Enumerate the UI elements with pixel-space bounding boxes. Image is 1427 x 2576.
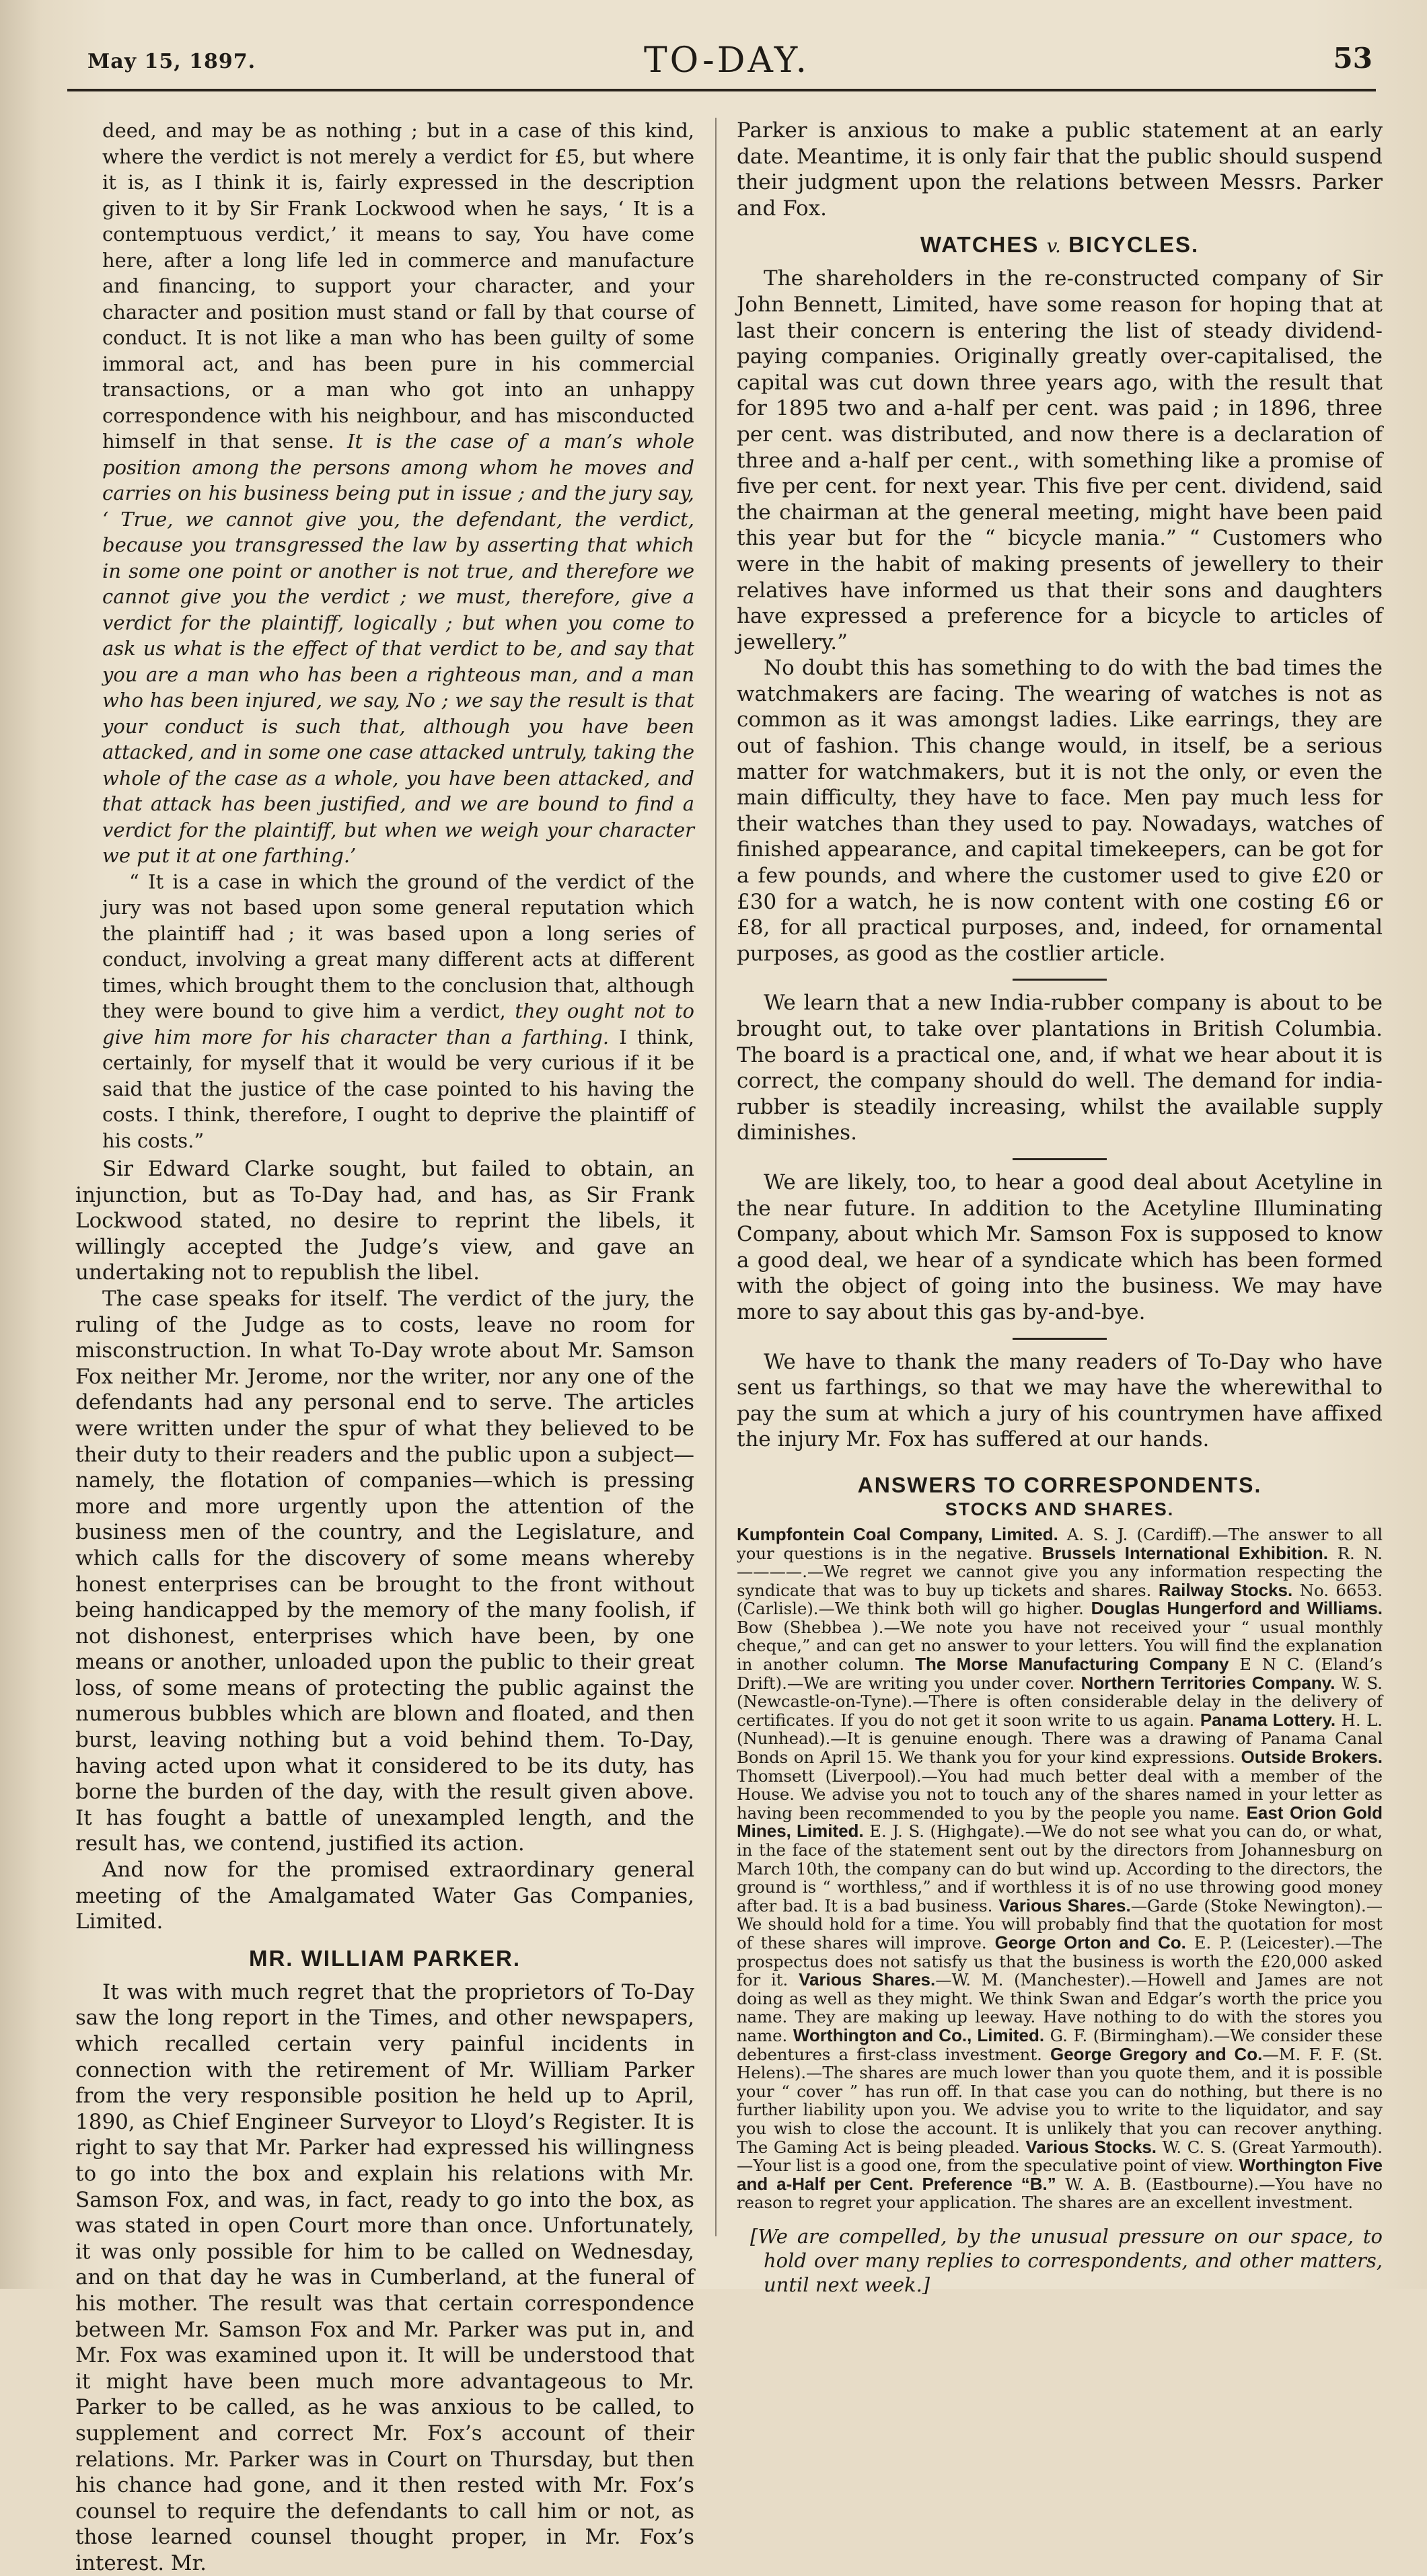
- answer-subject: Douglas Hungerford and Williams.: [1091, 1598, 1383, 1619]
- acetyline-paragraph: We are likely, too, to hear a good deal about Acetyline in the near future. In addition to the Acetyline Illuminating Company, about which Mr. Samson Fox is supposed to know a good deal, we hear of a syndicate which has been formed with the object of going into the business. We may have more to say about this gas by-and-bye.: [737, 1170, 1383, 1324]
- left-column: [75, 118, 694, 2576]
- page-number: 53: [1333, 42, 1373, 75]
- parker-paragraph: It was with much regret that the proprietors of To-Day saw the long report in the Times, and other newspapers, which recalled certain very painful incidents in connection with the retirement of Mr. William Parker from the very responsible position he held up to April, 1890, as Chief Engineer Surveyor to Lloyd’s Register. It is right to say that Mr. Parker had expressed his willingness to go into the box and explain his relations with Mr. Samson Fox, and was, in fact, ready to go into the box, as was stated in open Court more than once. Unfortunately, it was only possible for him to be called on Wednesday, and on that day he was in Cumberland, at the funeral of his mother. The result was that certain correspondence between Mr. Samson Fox and Mr. Parker was put in, and Mr. Fox was examined upon it. It will be understood that it might have been much more advantageous to Mr. Parker to be called, as he was anxious to be called, to supplement and correct Mr. Fox’s account of their relations. Mr. Parker was in Court on Thursday, but then his chance had gone, and it then rested with Mr. Fox’s counsel to require the defendants to call him or not, as those learned counsel thought proper, in Mr. Fox’s interest. Mr.: [75, 1979, 694, 2575]
- answer-subject: Various Stocks.: [1025, 2136, 1157, 2157]
- masthead-title: TO-DAY.: [643, 40, 810, 81]
- answer-subject: Northern Territories Company.: [1081, 1672, 1335, 1693]
- heading-william-parker: MR. WILLIAM PARKER.: [248, 1945, 521, 1971]
- page-header: [81, 35, 1373, 96]
- answer-text: R. N. ————.—We regret we cannot give you any information respecting the syndicate that was to buy up tickets and shares.: [737, 1543, 1383, 1600]
- answer-subject: Brussels International Exhibition.: [1041, 1542, 1328, 1563]
- answer-subject: Worthington and Co., Limited.: [793, 2024, 1045, 2045]
- column-divider: [715, 118, 717, 2236]
- editor-note: [We are compelled, by the unusual pressure on our space, to hold over many replies to correspondents, and other matters, until next week.]: [750, 2224, 1383, 2296]
- answer-subject: Outside Brokers.: [1241, 1747, 1383, 1768]
- watches-paragraph-2: No doubt this has something to do with the bad times the watchmakers are facing. The wearing of watches is not as common as it was amongst ladies. Like earrings, they are out of fashion. This change would, in itself, be a serious matter for watchmakers, but it is not the only, or even the main difficulty, they have to face. Men pay much less for their watches than they used to pay. Nowadays, watches of finished appearance, and capital timekeepers, can be got for a few pounds, and where the customer used to give £20 or £30 for a watch, he is now content with one costing £6 or £8, for all practical purposes, and, indeed, for ornamental purposes, as good as the costlier article.: [737, 656, 1383, 966]
- meeting-paragraph: And now for the promised extraordinary general meeting of the Amalgamated Water Gas Companies, Limited.: [75, 1858, 694, 1934]
- answer-text: No. 6653. (Carlisle).—We think both will go higher.: [737, 1580, 1383, 1619]
- answer-text: Bow (Shebbea ).—We note you have not received your “ usual monthly cheque,” and can get no answer to your letters. You will find the explanation in another column.: [737, 1617, 1383, 1675]
- answer-text: W. A. B. (Eastbourne).—You have no reason to regret your application. The shares are an excellent investment.: [737, 2174, 1383, 2213]
- answer-subject: Railway Stocks.: [1158, 1579, 1293, 1600]
- answer-subject: George Orton and Co.: [994, 1932, 1186, 1953]
- answer-text: G. F. (Birmingham).—We consider these debentures a first-class investment.: [737, 2025, 1383, 2064]
- quote-paragraph-2: “ It is a case in which the ground of the verdict of the jury was not based upon some general reputation which the plaintiff had ; it was based upon a long series of conduct, involving a great many different acts at different times, which brought them to the conclusion that, although they were bound to give him a verdict, they ought not to give him more for his character than a farthing. I think, certainly, for myself that it would be very curious if it be said that the justice of the case pointed to his having the costs. I think, therefore, I ought to deprive the plaintiff of his costs.”: [102, 870, 695, 1152]
- section-rule: [1013, 979, 1107, 981]
- answer-text: A. S. J. (Cardiff).—The answer to all your questions is in the negative.: [737, 1524, 1383, 1563]
- answer-text: Thomsett (Liverpool).—You had much better deal with a member of the House. We advise you not to touch any of the shares named in your letter as having been recommended to you by the people you name.: [737, 1766, 1383, 1823]
- answers-block: [737, 1525, 1383, 2212]
- answer-text: E N C. (Eland’s Drift).—We are writing you under cover.: [737, 1655, 1383, 1693]
- answer-text: W. S. (Newcastle-on-Tyne).—There is often considerable delay in the delivery of certificates. If you do not get it soon write to us again.: [737, 1673, 1383, 1730]
- answer-subject: East Orion Gold Mines, Limited.: [737, 1802, 1383, 1842]
- answer-text: E. P. (Leicester).—The prospectus does not satisfy us that the business is worth the £20,000 asked for it.: [737, 1932, 1383, 1990]
- answer-text: E. J. S. (Highgate).—We do not see what you can do, or what, in the face of the statement sent out by the directors from Johannesburg on March 10th, the company can do but wind up. According to the directors, the ground is “ worthless,” and if worthless it is of no use throwing good money after bad. It is a bad business.: [737, 1821, 1383, 1916]
- section-rule: [1013, 1158, 1107, 1160]
- rubber-paragraph: We learn that a new India-rubber company is about to be brought out, to take over plantations in British Columbia. The board is a practical one, and, if what we hear about it is correct, the company should do well. The demand for india-rubber is steadily increasing, whilst the available supply diminishes.: [737, 991, 1383, 1145]
- section-rule: [1013, 1338, 1107, 1340]
- heading-watches-bicycles: WATCHES v. BICYCLES.: [920, 232, 1200, 258]
- answer-text: —M. F. F. (St. Helens).—The shares are much lower than you quote them, and it is possible your “ cover ” has run off. In that case you can do nothing, but there is no further liability upon you. We advise you to write to the liquidator, and say you wish to close the account. It is unlikely that you can recover anything. The Gaming Act is being pleaded.: [737, 2044, 1383, 2157]
- injunction-paragraph: Sir Edward Clarke sought, but failed to obtain, an injunction, but as To-Day had, and has, as Sir Frank Lockwood stated, no desire to reprint the libels, it willingly accepted the Judge’s view, and gave an undertaking not to republish the libel.: [75, 1157, 694, 1285]
- answer-text: —W. M. (Manchester).—Howell and James are not doing as well as they might. We think Swan and Edgar’s worth the price you name. They are making up leeway. Have nothing to do with the stores you name.: [737, 1970, 1383, 2045]
- heading-answers: ANSWERS TO CORRESPONDENTS.: [857, 1472, 1262, 1497]
- answer-subject: Kumpfontein Coal Company, Limited.: [737, 1523, 1058, 1544]
- answer-text: —Garde (Stoke Newington).—We should hold for a time. You will probably find that the quotation for most of these shares will improve.: [737, 1895, 1383, 1953]
- answer-subject: Various Shares.: [799, 1969, 936, 1990]
- issue-date: May 15, 1897.: [87, 50, 256, 73]
- answer-text: H. L. (Nunhead).—It is genuine enough. There was a drawing of Panama Canal Bonds on April 15. We thank you for your kind expressions.: [737, 1710, 1383, 1768]
- answer-subject: Worthington Five and a-Half per Cent. Preference “B.”: [737, 2155, 1383, 2194]
- watches-paragraph-1: The shareholders in the re-constructed company of Sir John Bennett, Limited, have some reason for hoping that at last their concern is entering the list of steady dividend-paying companies. Originally greatly over-capitalised, the capital was cut down three years ago, with the result that for 1895 two and a-half per cent. was paid ; in 1896, three per cent. was distributed, and now there is a declaration of three and a-half per cent., with something like a promise of five per cent. for next year. This five per cent. dividend, said the chairman at the general meeting, might have been paid this year but for the “ bicycle mania.” “ Customers who were in the habit of making presents of jewellery to their relatives have informed us that their sons and daughters have expressed a preference for a bicycle to articles of jewellery.”: [737, 266, 1383, 654]
- answer-subject: George Gregory and Co.: [1050, 2043, 1263, 2064]
- answer-subject: The Morse Manufacturing Company: [915, 1654, 1229, 1675]
- answer-subject: Panama Lottery.: [1200, 1709, 1336, 1730]
- farthings-paragraph: We have to thank the many readers of To-Day who have sent us farthings, so that we may have the wherewithal to pay the sum at which a jury of his countrymen have affixed the injury Mr. Fox has suffered at our hands.: [737, 1349, 1383, 1452]
- heading-stocks-shares: STOCKS AND SHARES.: [945, 1499, 1175, 1519]
- header-rule: [67, 89, 1376, 91]
- quote-paragraph-1: deed, and may be as nothing ; but in a case of this kind, where the verdict is not merely a verdict for £5, but where it is, as I think it is, fairly expressed in the description given to it by Sir Frank Lockwood when he says, ‘ It is a contemptuous verdict,’ it means to say, You have come here, after a long life led in commerce and manufacture and financing, to support your character, and your character and position must stand or fall by that course of conduct. It is not like a man who has been guilty of some immoral act, and has been pure in his commercial transactions, or a man who got into an unhappy correspondence with his neighbour, and has misconducted himself in that sense. It is the case of a man’s whole position among the persons among whom he moves and carries on his business being put in issue ; and the jury say, ‘ True, we cannot give you, the defendant, the verdict, because you transgressed the law by asserting that which in some one point or another is not true, and therefore we cannot give you the verdict ; we must, therefore, give a verdict for the plaintiff, logically ; but when you come to ask us what is the effect of that verdict to be, and say that you are a man who has been a righteous man, and a man who has been injured, we say, No ; we say the result is that your conduct is such that, although you have been attacked, and in some one case attacked untruly, taking the whole of the case as a whole, you have been attacked, and that attack has been justified, and we are bound to find a verdict for the plaintiff, but when we weigh your character we put it at one farthing.’: [102, 119, 695, 867]
- answer-text: W. C. S. (Great Yarmouth).—Your list is a good one, from the speculative point of view.: [737, 2137, 1383, 2176]
- answer-subject: Various Shares.: [998, 1895, 1131, 1916]
- case-paragraph: The case speaks for itself. The verdict of the jury, the ruling of the Judge as to costs, leave no room for misconstruction. In what To-Day wrote about Mr. Samson Fox neither Mr. Jerome, nor the writer, nor any one of the defendants had any personal end to serve. The articles were written under the spur of what they believed to be their duty to their readers and the public upon a subject—namely, the flotation of companies—which is pressing more and more urgently upon the attention of the business men of the country, and the Legislature, and which calls for the discovery of some means whereby honest enterprises can be brought to the front without being handicapped by the memory of the many foolish, if not dishonest, enterprises which have been, by one means or another, unloaded upon the public to their great loss, of some means of protecting the public against the numerous bubbles which are blown and floated, and then burst, leaving nothing but a void behind them. To-Day, having acted upon what it considered to be its duty, has borne the burden of the day, with the result given above. It has fought a battle of unexampled length, and the result has, we contend, justified its action.: [75, 1286, 694, 1856]
- right-column: [737, 118, 1383, 2297]
- parker-continued: Parker is anxious to make a public statement at an early date. Meantime, it is only fair that the public should suspend their judgment upon the relations between Messrs. Parker and Fox.: [737, 118, 1383, 221]
